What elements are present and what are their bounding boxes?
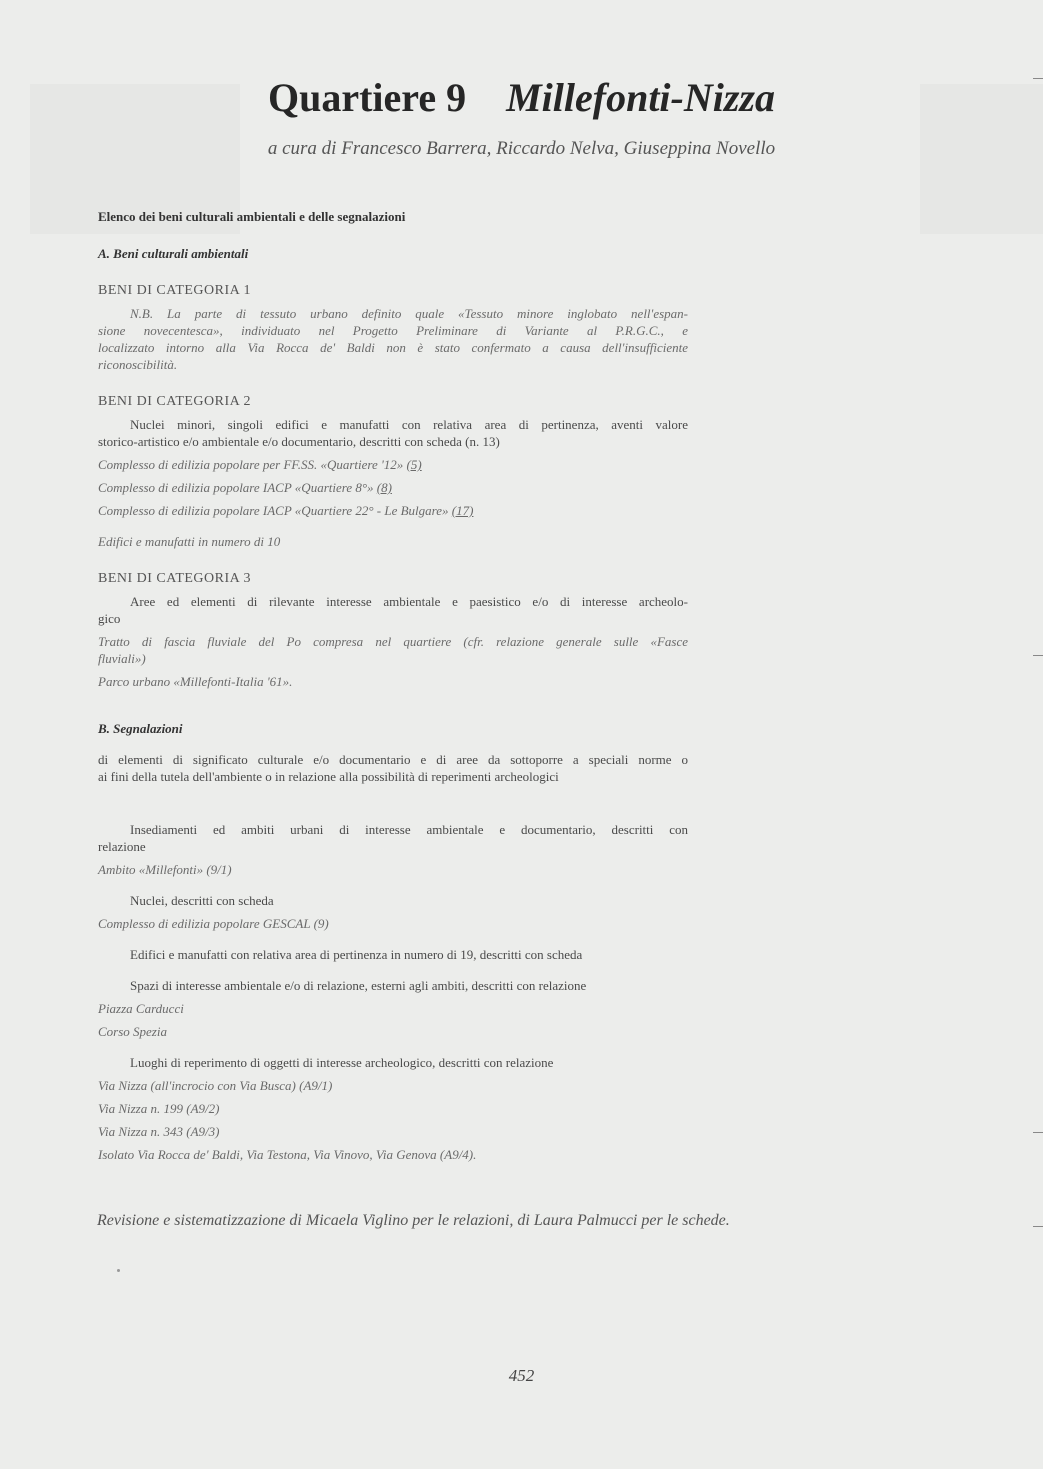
category-2-count: Edifici e manufatti in numero di 10 [98, 534, 281, 549]
category-1-note-line: riconoscibilità. [98, 357, 178, 372]
section-a-heading: A. Beni culturali ambientali [98, 246, 249, 261]
speck [117, 1269, 120, 1272]
category-1-note-line: sione novecentesca», individuato nel Progetto Preliminare di Variante al P.R.G.C., e [98, 323, 688, 338]
revision-note: Revisione e sistematizzazione di Micaela Viglino per le relazioni, di Laura Palmucci per le schede. [97, 1212, 730, 1229]
list-item: Corso Spezia [98, 1024, 167, 1039]
list-item: Via Nizza (all'incrocio con Via Busca) (A9/1) [98, 1078, 333, 1093]
luoghi-line: Luoghi di reperimento di oggetti di interesse archeologico, descritti con relazione [130, 1055, 554, 1070]
list-item: Complesso di edilizia popolare per FF.SS. «Quartiere '12» (5) [98, 457, 422, 472]
edge-mark [1033, 1226, 1043, 1227]
title-number: Quartiere 9 [268, 75, 467, 120]
list-item: Ambito «Millefonti» (9/1) [98, 862, 232, 877]
category-1-heading: BENI DI CATEGORIA 1 [98, 283, 251, 298]
list-item: fluviali») [98, 651, 146, 666]
section-b-intro-line: ai fini della tutela dell'ambiente o in relazione alla possibilità di reperimenti archeologici [98, 769, 559, 784]
category-2-heading: BENI DI CATEGORIA 2 [98, 394, 251, 409]
category-2-desc-line: storico-artistico e/o ambientale e/o documentario, descritti con scheda (n. 13) [98, 434, 500, 449]
list-item: Complesso di edilizia popolare GESCAL (9) [98, 916, 329, 931]
category-3-desc-line: gico [98, 611, 121, 626]
list-item: Tratto di fascia fluviale del Po compresa nel quartiere (cfr. relazione generale sulle «Fasce [98, 634, 688, 649]
edge-mark [1033, 655, 1043, 656]
list-item: Complesso di edilizia popolare IACP «Quartiere 22° - Le Bulgare» (17) [98, 503, 474, 518]
category-2-desc-line: Nuclei minori, singoli edifici e manufatti con relativa area di pertinenza, aventi valore [130, 417, 688, 432]
list-item: Via Nizza n. 343 (A9/3) [98, 1124, 220, 1139]
insediamenti-line: Insediamenti ed ambiti urbani di interesse ambientale e documentario, descritti con [130, 822, 688, 837]
section-b-intro-line: di elementi di significato culturale e/o documentario e di aree da sottoporre a speciali norme o [98, 752, 688, 767]
category-1-note-line: localizzato intorno alla Via Rocca de' Baldi non è stato confermato a causa dell'insufficiente [98, 340, 688, 355]
edge-mark [1033, 1132, 1043, 1133]
insediamenti-line: relazione [98, 839, 146, 854]
list-title: Elenco dei beni culturali ambientali e delle segnalazioni [98, 209, 406, 224]
authors-line: a cura di Francesco Barrera, Riccardo Nelva, Giuseppina Novello [267, 138, 776, 159]
nuclei-line: Nuclei, descritti con scheda [130, 893, 274, 908]
page-title [0, 74, 1043, 121]
document-body [98, 208, 688, 1163]
category-3-heading: BENI DI CATEGORIA 3 [98, 571, 251, 586]
page-number: 452 [508, 1366, 535, 1385]
list-item: Via Nizza n. 199 (A9/2) [98, 1101, 220, 1116]
edifici-line: Edifici e manufatti con relativa area di pertinenza in numero di 19, descritti con scheda [130, 947, 583, 962]
section-b-heading: B. Segnalazioni [98, 721, 183, 736]
list-item: Complesso di edilizia popolare IACP «Quartiere 8°» (8) [98, 480, 392, 495]
category-1-note-line: N.B. La parte di tessuto urbano definito quale «Tessuto minore inglobato nell'espan- [130, 306, 688, 321]
title-name: Millefonti-Nizza [506, 75, 775, 120]
list-item: Isolato Via Rocca de' Baldi, Via Testona, Via Vinovo, Via Genova (A9/4). [98, 1147, 477, 1162]
category-3-desc-line: Aree ed elementi di rilevante interesse ambientale e paesistico e/o di interesse archeolo- [130, 594, 688, 609]
list-item: Parco urbano «Millefonti-Italia '61». [98, 674, 293, 689]
list-item: Piazza Carducci [98, 1001, 184, 1016]
spazi-line: Spazi di interesse ambientale e/o di relazione, esterni agli ambiti, descritti con relazione [130, 978, 587, 993]
